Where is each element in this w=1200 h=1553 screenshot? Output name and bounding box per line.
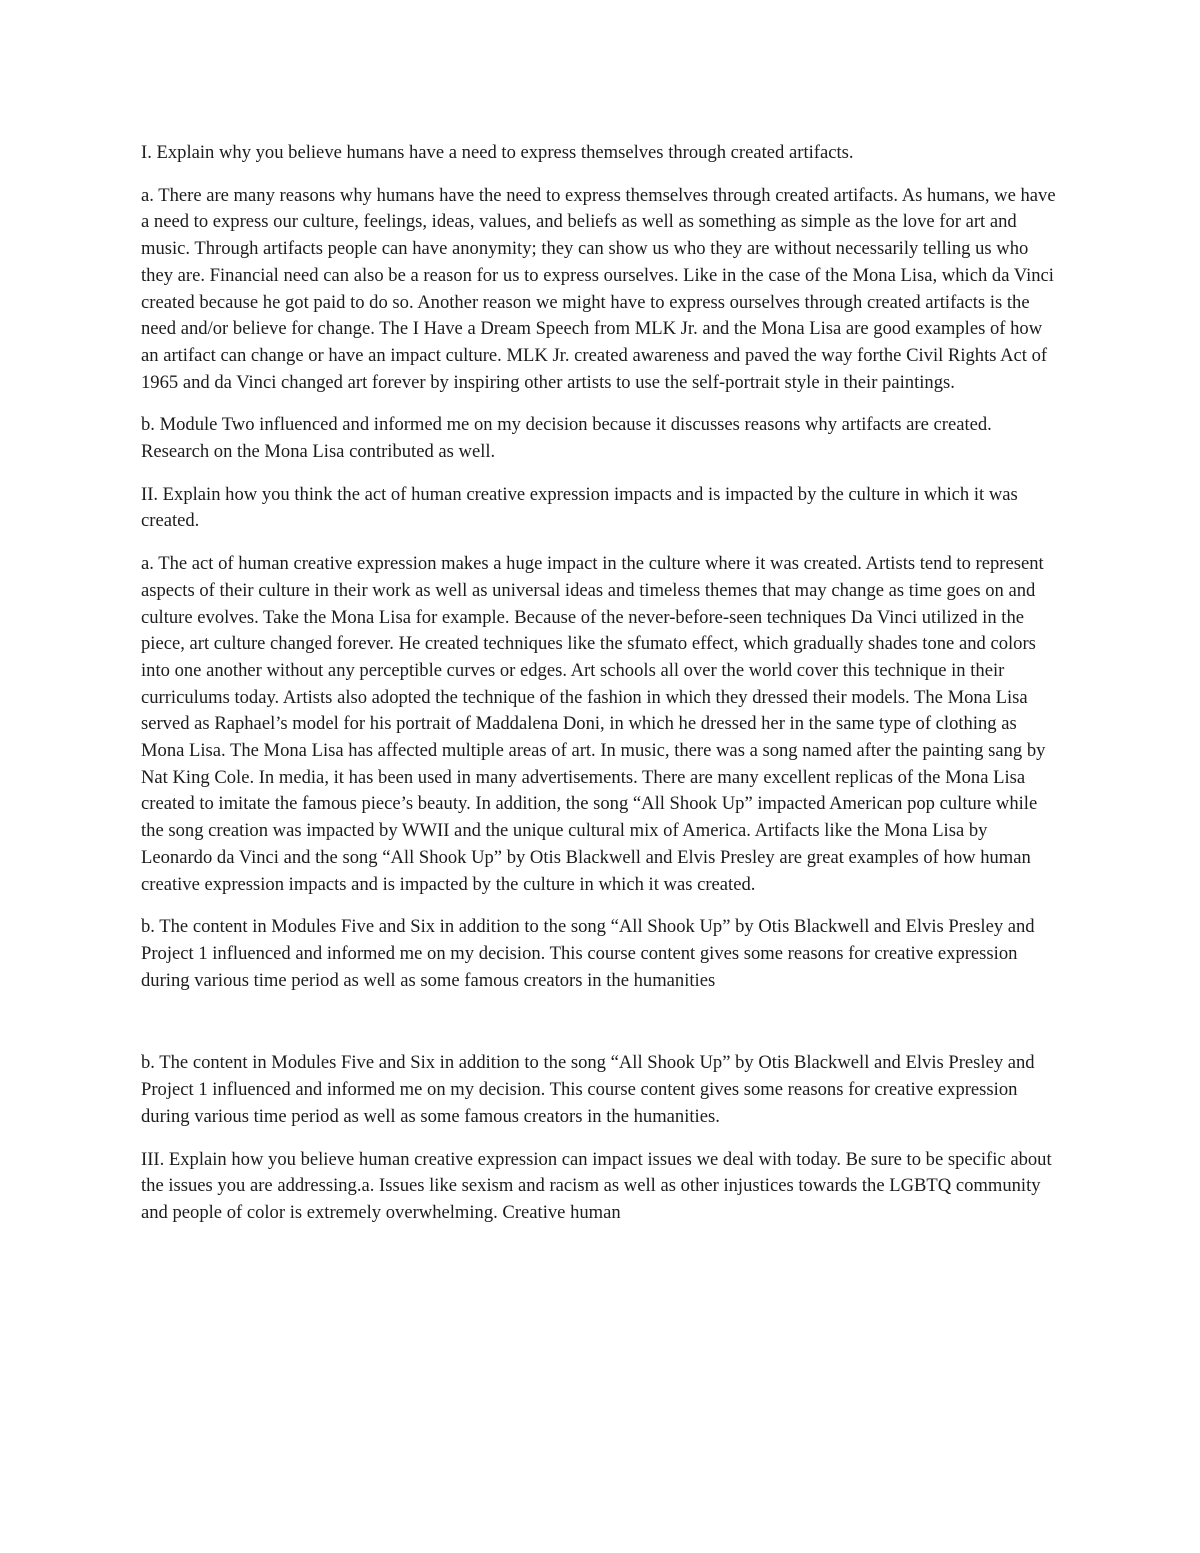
question-3-paragraph: III. Explain how you believe human creative expression can impact issues we deal with today. Be sure to be specific about the issues you are addressing.a. Issues like sexism and racism as well as other injustices towards the LGBTQ community and people of color is extremely overwhelming. Creative human [141,1148,1052,1223]
question-2-heading: II. Explain how you think the act of human creative expression impacts and is impacted by the culture in which it was created. [141,483,1018,532]
answer-2b-paragraph-repeat: b. The content in Modules Five and Six in addition to the song “All Shook Up” by Otis Blackwell and Elvis Presley and Project 1 influenced and informed me on my decision. This course content gives some reasons for creative expression during various time period as well as some famous creators in the humanities. [141,1052,1035,1127]
answer-2a-paragraph: a. The act of human creative expression makes a huge impact in the culture where it was created. Artists tend to represent aspects of their culture in their work as well as universal ideas and timeless themes that may change as time goes on and culture evolves. Take the Mona Lisa for example. Because of the never-before-seen techniques Da Vinci utilized in the piece, art culture changed forever. He created techniques like the sfumato effect, which gradually shades tone and colors into one another without any perceptible curves or edges. Art schools all over the world cover this technique in their curriculums today. Artists also adopted the technique of the fashion in which they dressed their models. The Mona Lisa served as Raphael’s model for his portrait of Maddalena Doni, in which he dressed her in the same type of clothing as Mona Lisa. The Mona Lisa has affected multiple areas of art. In music, there was a song named after the painting sang by Nat King Cole. In media, it has been used in many advertisements. There are many excellent replicas of the Mona Lisa created to imitate the famous piece’s beauty. In addition, the song “All Shook Up” impacted American pop culture while the song creation was impacted by WWII and the unique cultural mix of America. Artifacts like the Mona Lisa by Leonardo da Vinci and the song “All Shook Up” by Otis Blackwell and Elvis Presley are great examples of how human creative expression impacts and is impacted by the culture in which it was created. [141,553,1046,895]
answer-1b-paragraph: b. Module Two influenced and informed me on my decision because it discusses reasons why artifacts are created. Research on the Mona Lisa contributed as well. [141,414,992,463]
answer-1a-paragraph: a. There are many reasons why humans have the need to express themselves through created artifacts. As humans, we have a need to express our culture, feelings, ideas, values, and beliefs as well as something as simple as the love for art and music. Through artifacts people can have anonymity; they can show us who they are without necessarily telling us who they are. Financial need can also be a reason for us to express ourselves. Like in the case of the Mona Lisa, which da Vinci created because he got paid to do so. Another reason we might have to express ourselves through created artifacts is the need and/or believe for change. The I Have a Dream Speech from MLK Jr. and the Mona Lisa are good examples of how an artifact can change or have an impact culture. MLK Jr. created awareness and paved the way forthe Civil Rights Act of 1965 and da Vinci changed art forever by inspiring other artists to use the self-portrait style in their paintings. [141,184,1056,393]
document-body [141,140,1059,1243]
question-1-heading: I. Explain why you believe humans have a need to express themselves through created artifacts. [141,142,854,163]
answer-2b-paragraph: b. The content in Modules Five and Six in addition to the song “All Shook Up” by Otis Blackwell and Elvis Presley and Project 1 influenced and informed me on my decision. This course content gives some reasons for creative expression during various time period as well as some famous creators in the humanities [141,916,1035,991]
